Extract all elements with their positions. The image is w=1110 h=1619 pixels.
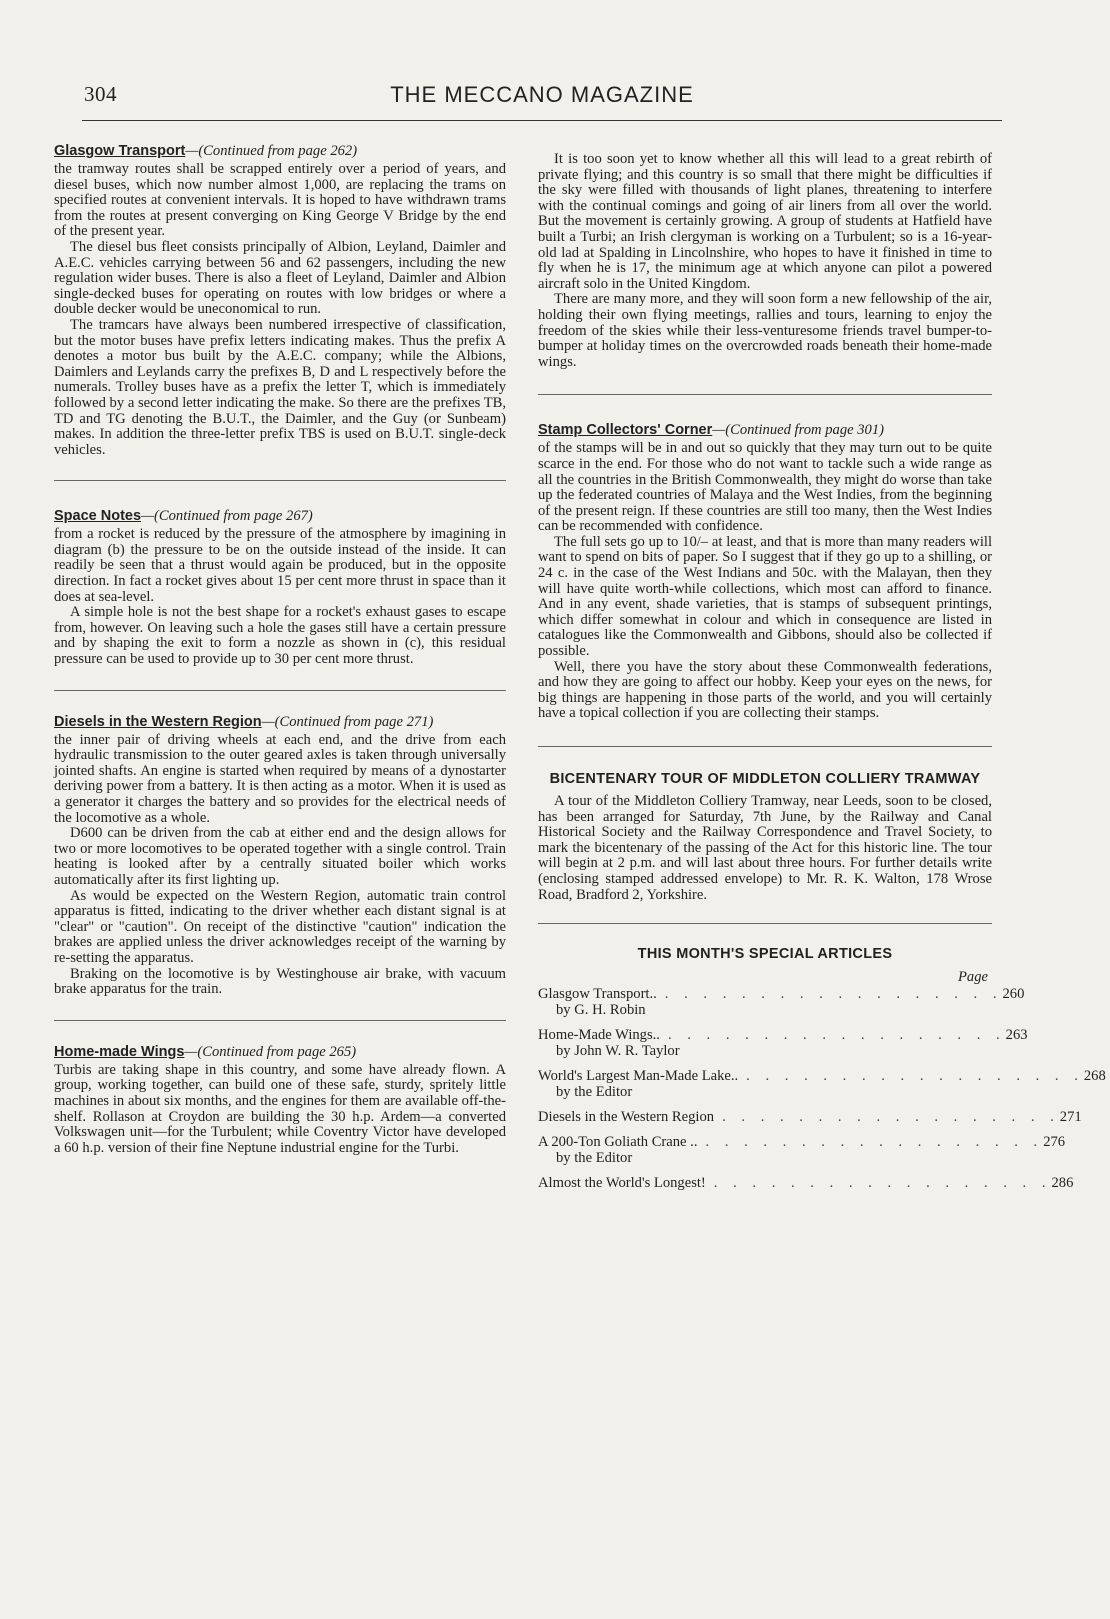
contents-item-author: by the Editor (556, 1084, 633, 1101)
contents-page-header: Page (958, 969, 988, 986)
contents-item-author: by the Editor (556, 1150, 633, 1167)
paragraph: A simple hole is not the best shape for a rocket's exhaust gases to escape from, however. On leaving such a hole the gases still have a certain pressure and by shaping the exit to form a nozzle as shown in (c), this residual pressure can be used to provide up to 30 per cent more thrust. (54, 604, 506, 668)
paragraph: D600 can be driven from the cab at either end and the design allows for two or more locomotives to be operated together with a single control. Train heating is looked after by a centrally situated boiler which works automatically after its first lighting up. (54, 825, 506, 888)
section-divider (54, 480, 506, 481)
paragraph: There are many more, and they will soon form a new fellowship of the air, holding their own flying meetings, rallies and tours, learning to enjoy the freedom of the skies while their less-venturesome friends travel bumper-to-bumper at holiday times on the overcrowded roads beneath their home-made wings. (538, 291, 992, 370)
leader-dots: . . . . . . . . . . . . . . . . . . (705, 1134, 1044, 1151)
section-divider (538, 746, 992, 747)
paragraph: from a rocket is reduced by the pressure of the atmosphere by imagining in diagram (b) the pressure to be on the outside instead of the inside. It can readily be seen that a thrust would again be produced, but in the opposite direction. In fact a rocket gives about 15 per cent more thrust in space than it does at sea-level. (54, 526, 506, 605)
section-diesels (54, 713, 506, 998)
page-header (82, 80, 1002, 125)
continued-note: —(Continued from page 265) (184, 1043, 357, 1060)
section-heading (538, 421, 992, 439)
contents-item-page: 276 (1043, 1134, 1066, 1151)
paragraph: of the stamps will be in and out so quickly that they may turn out to be quite scarce in the end. For those who do not want to tackle such a wide range as all the countries in the British Commonwealth, they might do worse than take up the federated countries of Malaya and the West Indies, from the beginning of the present reign. If these countries are still too many, then the West Indies can be recommended with confidence. (538, 440, 992, 535)
paragraph: Turbis are taking shape in this country, and some have already flown. A group, working together, can build one of these safe, sturdy, spritely little machines in about six months, and the engines for them are available off-the-shelf. Rollason at Croydon are building the 30 h.p. Ardem—a converted Volkswagen unit—for the Turbulent; while Coventry Victor have developed a 60 h.p. version of their fine Neptune industrial engine for the Turbi. (54, 1061, 506, 1156)
section-space-notes (54, 507, 506, 667)
contents-title: THIS MONTH'S SPECIAL ARTICLES (637, 946, 893, 963)
section-home-made-wings (54, 1043, 506, 1157)
paragraph: A tour of the Middleton Colliery Tramway, near Leeds, soon to be closed, has been arranged for Saturday, 7th June, by the Railway and Canal Historical Society and the Railway Correspondence and Travel Society, to mark the bicentenary of the passing of the Act for this historic line. The tour will begin at 2 p.m. and will last about three hours. For further details write (enclosing stamped addressed envelope) to Mr. R. K. Walton, 178 Wrose Road, Bradford 2, Yorkshire. (538, 793, 992, 903)
contents-item (538, 1027, 1028, 1060)
continued-note: —(Continued from page 262) (185, 143, 358, 159)
left-column (54, 142, 506, 1156)
continued-note: —(Continued from page 271) (261, 713, 434, 730)
magazine-title: THE MECCANO MAGAZINE (390, 82, 694, 107)
leader-dots: . . . . . . . . . . . . . . . . . . (746, 1068, 1084, 1085)
continued-note: —(Continued from page 301) (712, 422, 884, 439)
section-title: Glasgow Transport (54, 143, 186, 159)
paragraph: As would be expected on the Western Region, automatic train control apparatus is fitted, indicating to the driver whether each distant signal is at "clear" or "caution". On receipt of the distinctive "caution" indication the brakes are applied unless the driver acknowledges receipt of the warning by re-setting the apparatus. (54, 887, 506, 966)
section-glasgow-transport (54, 142, 506, 458)
paragraph: Braking on the locomotive is by Westinghouse air brake, with vacuum brake apparatus for the train. (54, 965, 506, 998)
contents-item (538, 1068, 1106, 1101)
contents-item-page: 263 (1005, 1027, 1028, 1044)
contents-item-title: A 200-Ton Goliath Crane .. (538, 1134, 698, 1151)
leader-dots: . . . . . . . . . . . . . . . . . . (713, 1175, 1052, 1192)
section-divider (538, 923, 992, 924)
section-title: Stamp Collectors' Corner (538, 422, 713, 439)
section-title: Space Notes (54, 508, 142, 525)
continued-note: —(Continued from page 267) (141, 508, 313, 525)
page-number: 304 (84, 82, 117, 106)
section-heading (54, 1043, 506, 1061)
section-divider (54, 690, 506, 691)
contents-item-author: by John W. R. Taylor (556, 1043, 680, 1060)
section-title: Home-made Wings (54, 1043, 185, 1060)
contents-item (538, 986, 1025, 1019)
contents-item-page: 271 (1059, 1109, 1082, 1126)
leader-dots: . . . . . . . . . . . . . . . . . . (664, 986, 1003, 1003)
contents-item-title: World's Largest Man-Made Lake.. (538, 1068, 739, 1085)
contents-item (538, 1175, 1074, 1192)
section-tramway-tour (538, 771, 992, 903)
section-title: Diesels in the Western Region (54, 713, 262, 730)
section-heading (54, 713, 506, 731)
section-divider (538, 394, 992, 395)
contents-item-title: Diesels in the Western Region (538, 1109, 715, 1126)
section-home-made-wings-continued (538, 152, 992, 370)
contents-item (538, 1109, 1082, 1126)
paragraph: It is too soon yet to know whether all this will lead to a great rebirth of private flying; and this country is so small that there might be difficulties if the sky were filled with thousands of light planes, threatening to interfere with the continual comings and going of air liners from all over the world. But the movement is certainly growing. A group of students at Hatfield have built a Turbi; an Irish clergyman is working on a Turbulent; so is a 16-year-old lad at Spalding in Lincolnshire, who hopes to have it finished in time to fly when he is 17, the minimum age at which anyone can pilot a powered aircraft solo in the United Kingdom. (538, 151, 992, 292)
paragraph: Well, there you have the story about these Commonwealth federations, and how they are going to affect our hobby. Keep your eyes on the news, for big things are happening in those parts of the world, and you will certainly have a topical collection if you are collecting their stamps. (538, 658, 992, 722)
paragraph: The diesel bus fleet consists principally of Albion, Leyland, Daimler and A.E.C. vehicles carrying between 56 and 62 passengers, including the new regulation wider buses. There is also a fleet of Leyland, Daimler and Albion single-decked buses for operating on routes with low bridges or where a double decker would be uneconomical to run. (54, 238, 506, 318)
header-rule (82, 120, 1002, 121)
leader-dots: . . . . . . . . . . . . . . . . . . (722, 1109, 1060, 1126)
right-column (538, 142, 1106, 1200)
contents-box (538, 946, 1106, 1192)
contents-item-page: 260 (1002, 986, 1025, 1003)
contents-item-title: Home-Made Wings.. (538, 1027, 660, 1044)
leader-dots: . . . . . . . . . . . . . . . . . . (667, 1027, 1006, 1044)
contents-item-title: Glasgow Transport.. (538, 986, 657, 1003)
contents-item-page: 286 (1051, 1175, 1074, 1192)
section-stamp-collectors-corner (538, 421, 992, 722)
contents-item (538, 1134, 1066, 1167)
contents-item-page: 268 (1083, 1068, 1106, 1085)
contents-item-author: by G. H. Robin (556, 1002, 646, 1019)
section-heading (54, 507, 506, 525)
contents-item-title: Almost the World's Longest! (538, 1175, 706, 1192)
section-heading (54, 142, 506, 160)
paragraph: The tramcars have always been numbered irrespective of classification, but the motor buses have prefix letters indicating makes. Thus the prefix A denotes a motor bus built by the A.E.C. company; while the Albions, Daimlers and Leylands carry the prefixes B, D and L respectively before the numerals. Trolley buses have as a prefix the letter T, which is immediately followed by a second letter indicating the make. So there are the prefixes TB, TD and TG denoting the B.U.T., the Daimler, and the Guy (or Sunbeam) makes. In addition the three-letter prefix TBS is used on B.U.T. single-deck vehicles. (54, 316, 506, 458)
paragraph: The full sets go up to 10/– at least, and that is more than many readers will want to spend on bits of paper. So I suggest that if they go up to a shilling, or 24 c. in the case of the West Indians and 50c. with the Malayan, then they will have quite worth-while collections, which most can afford to finance. And in any event, shade varieties, that is stamps of subsequent printings, which differ somewhat in colour and which in consequence are listed in catalogues like the Commonwealth and Gibbons, should also be collected if possible. (538, 533, 992, 660)
paragraph: the tramway routes shall be scrapped entirely over a period of years, and diesel buses, which now number almost 1,000, are replacing the trams on specified routes at convenient intervals. It is hoped to have withdrawn trams from the routes at present converging on King George V Bridge by the end of the present year. (54, 161, 506, 240)
section-divider (54, 1020, 506, 1021)
paragraph: the inner pair of driving wheels at each end, and the drive from each hydraulic transmission to the outer geared axles is taken through universally jointed shafts. An engine is started when required by means of a dynostarter deriving power from a battery. It is then acting as a motor. When it is used as a generator it charges the battery and so provides for the electrical needs of the locomotive as a whole. (54, 731, 506, 826)
section-title: BICENTENARY TOUR OF MIDDLETON COLLIERY TRAMWAY (549, 771, 981, 787)
